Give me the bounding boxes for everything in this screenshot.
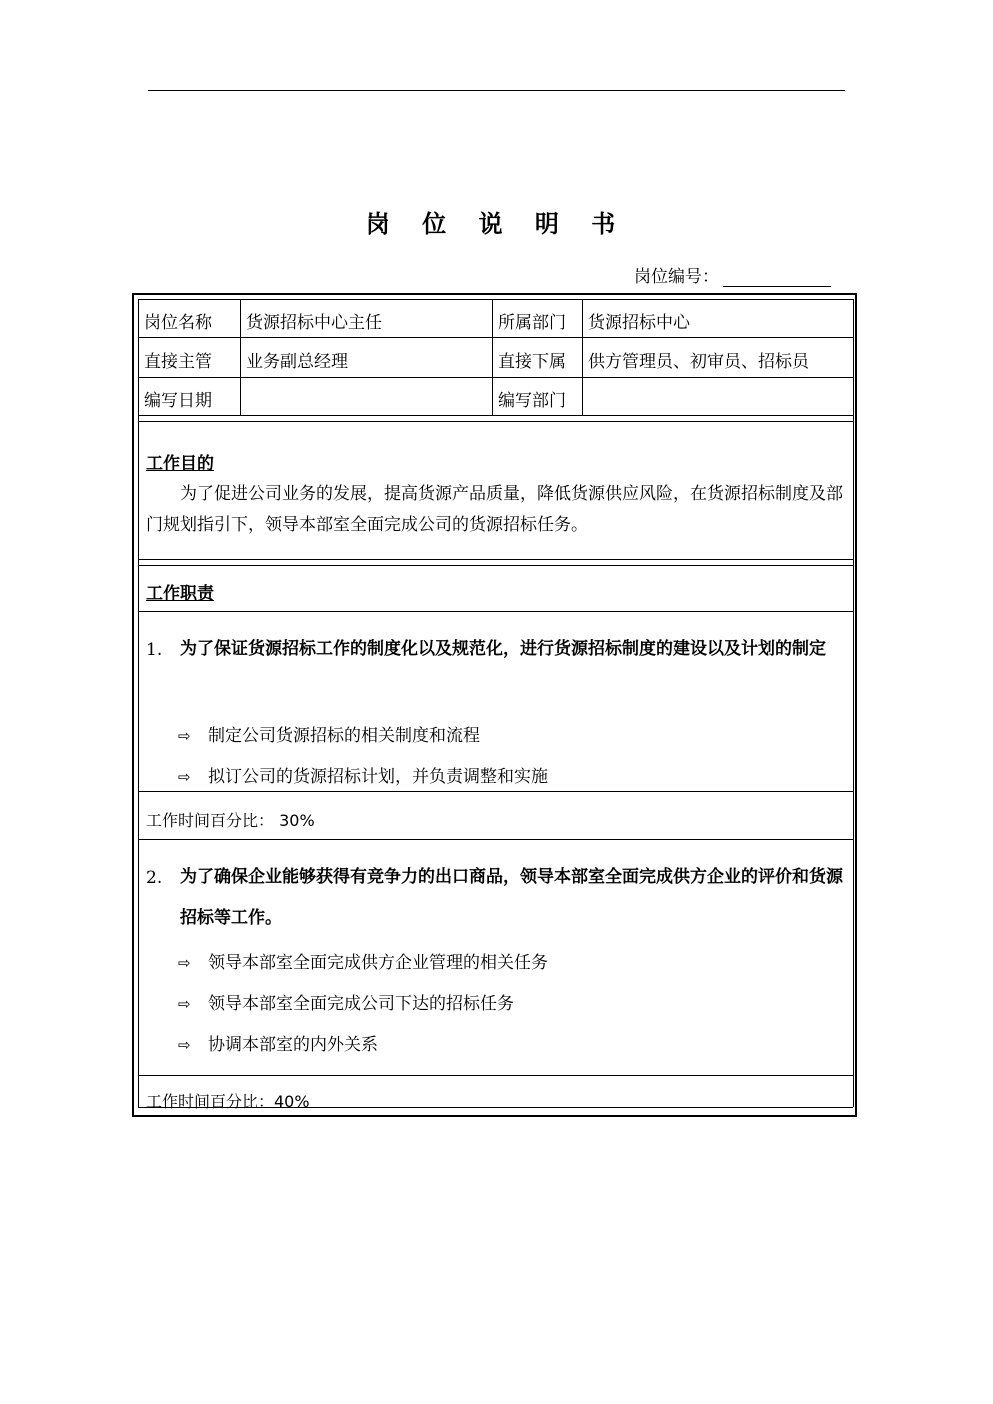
info-row-divider [138, 415, 853, 416]
document-title: 岗 位 说 明 书 [365, 209, 628, 238]
value-position-name: 货源招标中心主任 [246, 313, 382, 333]
duty-2-task: ⇨ 领导本部室全面完成公司下达的招标任务 [178, 994, 514, 1014]
table-inner-top-rule [138, 299, 853, 300]
arrow-right-icon: ⇨ [178, 954, 191, 972]
duty-2-task: ⇨ 协调本部室的内外关系 [178, 1035, 378, 1055]
job-description-table [132, 293, 857, 1117]
purpose-section-title: 工作目的 [146, 454, 214, 474]
header-rule [148, 90, 845, 91]
duty-2-title: 为了确保企业能够获得有竞争力的出口商品，领导本部室全面完成供方企业的评价和货源招标等工作。 [180, 867, 843, 928]
info-row-divider [138, 337, 853, 338]
duty-divider [138, 839, 853, 840]
label-writing-department: 编写部门 [498, 391, 566, 411]
duty-divider [138, 1075, 853, 1076]
duties-section-title: 工作职责 [146, 584, 214, 604]
label-position-name: 岗位名称 [144, 313, 212, 333]
table-inner-right-rule [853, 299, 854, 1107]
label-department: 所属部门 [498, 313, 566, 333]
position-code-label: 岗位编号： [634, 267, 719, 287]
label-date-written: 编写日期 [144, 391, 212, 411]
duty-1-time-percentage: 工作时间百分比： 30% [146, 811, 315, 830]
purpose-text: 为了促进公司业务的发展，提高货源产品质量，降低货源供应风险，在货源招标制度及部门规划指引下，领导本部室全面完成公司的货源招标任务。 [146, 484, 843, 535]
arrow-right-icon: ⇨ [178, 727, 191, 745]
value-direct-reports: 供方管理员、初审员、招标员 [588, 352, 809, 372]
duty-2-task: ⇨ 领导本部室全面完成供方企业管理的相关任务 [178, 953, 548, 973]
info-col-divider [492, 299, 493, 415]
position-code-line [634, 262, 831, 287]
section-divider [138, 421, 853, 422]
duty-1-task: ⇨ 制定公司货源招标的相关制度和流程 [178, 726, 480, 746]
info-row-divider [138, 377, 853, 378]
duty-1-title: 为了保证货源招标工作的制度化以及规范化，进行货源招标制度的建设以及计划的制定 [180, 639, 826, 659]
label-direct-supervisor: 直接主管 [144, 352, 212, 372]
duty-1-task: ⇨ 拟订公司的货源招标计划，并负责调整和实施 [178, 767, 548, 787]
label-direct-reports: 直接下属 [498, 352, 566, 372]
duty-2-time-percentage: 工作时间百分比：40% [146, 1092, 310, 1111]
duty-divider [138, 791, 853, 792]
section-divider [138, 565, 853, 566]
section-divider [138, 611, 853, 612]
value-direct-supervisor: 业务副总经理 [246, 352, 348, 372]
info-col-divider [582, 299, 583, 415]
arrow-right-icon: ⇨ [178, 1036, 191, 1054]
value-department: 货源招标中心 [588, 313, 690, 333]
section-divider [138, 559, 853, 560]
position-code-blank [723, 268, 831, 287]
duty-1-number: 1. [146, 640, 163, 660]
arrow-right-icon: ⇨ [178, 768, 191, 786]
table-inner-left-rule [138, 299, 139, 1107]
duty-2-number: 2. [146, 868, 163, 888]
arrow-right-icon: ⇨ [178, 995, 191, 1013]
info-col-divider [240, 299, 241, 415]
